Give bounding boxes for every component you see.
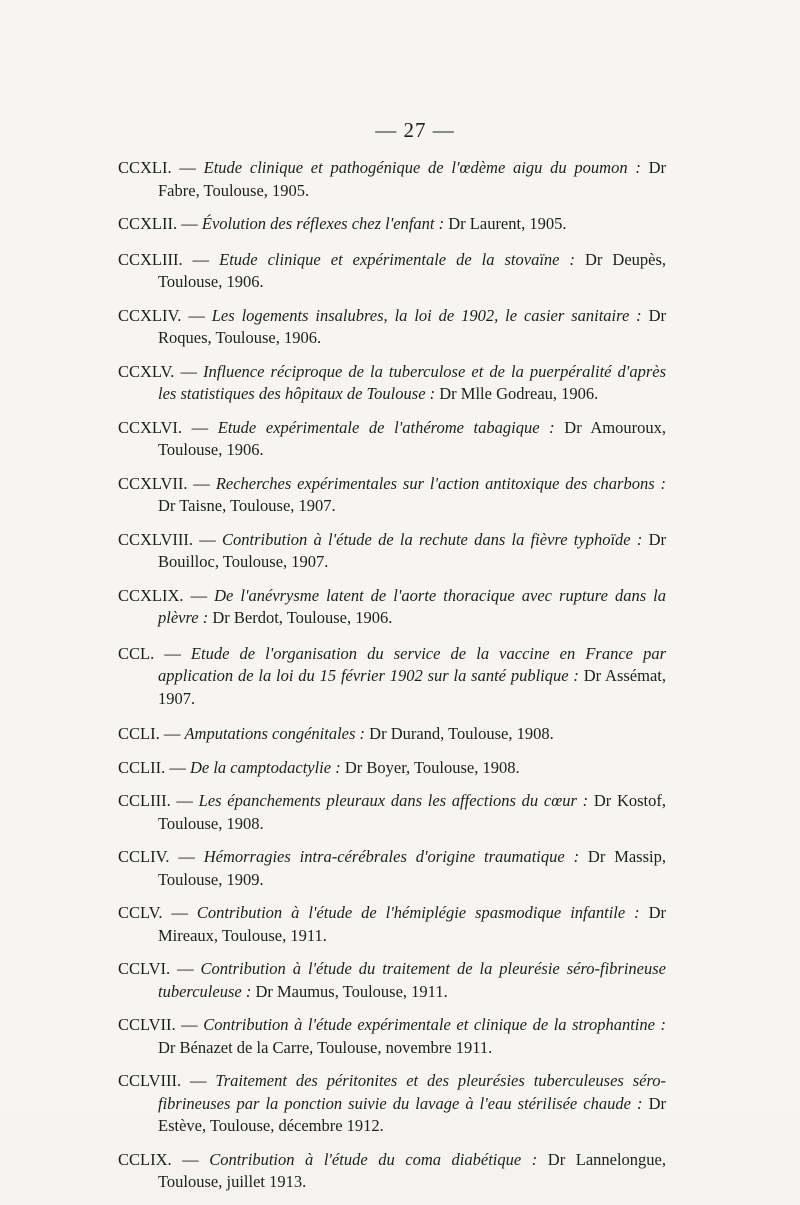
entry-author: Dr Boyer, Toulouse, 1908. — [344, 757, 520, 777]
entry-author: Dr Amouroux, Toulouse, 1906. — [158, 417, 667, 459]
thesis-entry — [118, 958, 666, 1003]
thesis-entry — [118, 1070, 666, 1138]
entry-author: Dr Roques, Toulouse, 1906. — [158, 305, 667, 347]
entry-title: Amputations congénitales : — [184, 724, 366, 743]
entry-number: CCLVI. — [118, 959, 171, 978]
entry-separator: — — [187, 473, 216, 493]
entry-separator: — — [170, 791, 199, 810]
entry-separator: — — [170, 959, 201, 978]
entry-separator: — — [159, 724, 185, 743]
thesis-entry — [118, 1014, 666, 1059]
entry-title: Influence réciproque de la tuberculose et de la puerpéralité d'après les statistiques des hôpitaux de Toulouse : — [158, 361, 666, 403]
entry-number: CCXLVII. — [118, 473, 188, 493]
entry-author: Dr Lannelongue, Toulouse, juillet 1913. — [158, 1149, 666, 1191]
entry-author: Dr Berdot, Toulouse, 1906. — [212, 608, 393, 627]
entry-number: CCXLVI. — [118, 417, 183, 437]
entry-separator: — — [181, 1071, 216, 1090]
entry-title: Traitement des péritonites et des pleurésies tuberculeuses séro-fibrineuses par la ponction suivie du lavage à l'eau stérilisée chaude : — [158, 1071, 667, 1113]
entry-author: Dr Estève, Toulouse, décembre 1912. — [158, 1093, 667, 1135]
entry-number: CCLIII. — [118, 791, 171, 810]
entry-separator: — — [177, 214, 202, 233]
entry-author: Dr Kostof, Toulouse, 1908. — [158, 791, 667, 833]
entry-number: CCXLIV. — [118, 305, 182, 325]
entry-separator: — — [171, 1149, 210, 1169]
thesis-entry — [118, 757, 666, 780]
entry-author: Dr Bouilloc, Toulouse, 1907. — [158, 529, 667, 571]
thesis-entry — [118, 723, 666, 746]
entry-number: CCLIV. — [118, 847, 170, 866]
thesis-entry — [118, 473, 666, 518]
entry-author: Dr Deupès, Toulouse, 1906. — [158, 249, 667, 291]
entry-title: Recherches expérimentales sur l'action antitoxique des charbons : — [215, 473, 667, 493]
entry-author: Dr Fabre, Toulouse, 1905. — [158, 158, 667, 200]
entry-number: CCLVII. — [118, 1015, 176, 1034]
entry-title: Évolution des réflexes chez l'enfant : — [201, 214, 445, 233]
thesis-entry — [118, 305, 666, 350]
thesis-entry — [118, 790, 666, 835]
entry-title: Etude clinique et expérimentale de la stovaïne : — [219, 249, 575, 269]
entry-separator: — — [174, 361, 204, 381]
thesis-entry — [118, 846, 666, 891]
entry-title: Contribution à l'étude expérimentale et clinique de la strophantine : — [203, 1015, 666, 1034]
entry-title: Contribution à l'étude du traitement de la pleurésie séro-fibrineuse tuberculeuse : — [158, 959, 667, 1001]
entry-separator: — — [182, 417, 218, 437]
entry-author: Dr Assémat, 1907. — [158, 666, 666, 708]
page-number: — 27 — — [375, 118, 455, 142]
entry-number: CCLI. — [118, 724, 160, 743]
entry-separator: — — [182, 249, 220, 269]
thesis-entry — [118, 417, 666, 462]
entry-author: Dr Laurent, 1905. — [448, 214, 567, 233]
entry-number: CCLV. — [118, 903, 163, 922]
entry-title: Etude de l'organisation du service de la vaccine en France par application de la loi du 15 février 1902 sur la santé publique : — [158, 643, 666, 685]
entry-author: Dr Durand, Toulouse, 1908. — [369, 724, 554, 743]
thesis-entry — [118, 902, 666, 947]
entry-number: CCLVIII. — [118, 1071, 182, 1090]
entry-separator: — — [169, 847, 204, 866]
entry-separator: — — [154, 643, 191, 663]
entry-separator: — — [165, 757, 190, 777]
entry-title: De la camptodactylie : — [189, 757, 341, 777]
entry-author: Dr Maumus, Toulouse, 1911. — [255, 981, 448, 1001]
entry-number: CCXLI. — [118, 158, 172, 177]
entry-title: Les logements insalubres, la loi de 1902, le casier sanitaire : — [211, 305, 642, 325]
thesis-list — [118, 157, 666, 1205]
thesis-entry — [118, 249, 666, 294]
entry-number: CCXLII. — [118, 214, 178, 233]
entry-number: CCXLIII. — [118, 249, 183, 269]
entry-title: Etude clinique et pathogénique de l'œdème aigu du poumon : — [203, 158, 641, 177]
entry-number: CCXLVIII. — [118, 529, 194, 549]
entry-title: Contribution à l'étude de la rechute dans la fièvre typhoïde : — [222, 529, 643, 549]
thesis-entry — [118, 643, 666, 711]
entry-number: CCLIX. — [118, 1149, 172, 1169]
entry-separator: — — [162, 903, 197, 922]
entry-number: CCXLV. — [118, 361, 175, 381]
entry-separator: — — [175, 1015, 204, 1034]
entry-title: Contribution à l'étude de l'hémiplégie spasmodique infantile : — [196, 903, 640, 922]
entry-title: Les épanchements pleuraux dans les affections du cœur : — [198, 791, 589, 810]
thesis-entry — [118, 157, 666, 202]
entry-separator: — — [181, 305, 212, 325]
entry-title: Hémorragies intra-cérébrales d'origine traumatique : — [203, 847, 580, 866]
thesis-entry — [118, 213, 666, 236]
entry-author: Dr Bénazet de la Carre, Toulouse, novembre 1911. — [158, 1037, 493, 1057]
entry-author: Dr Mireaux, Toulouse, 1911. — [158, 903, 667, 945]
entry-author: Dr Mlle Godreau, 1906. — [439, 384, 599, 403]
entry-author: Dr Massip, Toulouse, 1909. — [158, 847, 666, 889]
entry-separator: — — [193, 529, 223, 549]
entry-separator: — — [171, 158, 204, 177]
entry-title: De l'anévrysme latent de l'aorte thoracique avec rupture dans la plèvre : — [158, 585, 666, 627]
thesis-entry — [118, 529, 666, 574]
thesis-entry — [118, 361, 666, 406]
entry-number: CCLII. — [118, 757, 166, 777]
entry-number: CCL. — [118, 643, 155, 663]
thesis-entry — [118, 585, 666, 630]
entry-title: Contribution à l'étude du coma diabétique : — [209, 1149, 538, 1169]
entry-author: Dr Taisne, Toulouse, 1907. — [158, 496, 336, 515]
thesis-entry — [118, 1149, 666, 1194]
entry-title: Etude expérimentale de l'athérome tabagique : — [217, 417, 555, 437]
entry-number: CCXLIX. — [118, 585, 184, 605]
entry-separator: — — [183, 585, 215, 605]
